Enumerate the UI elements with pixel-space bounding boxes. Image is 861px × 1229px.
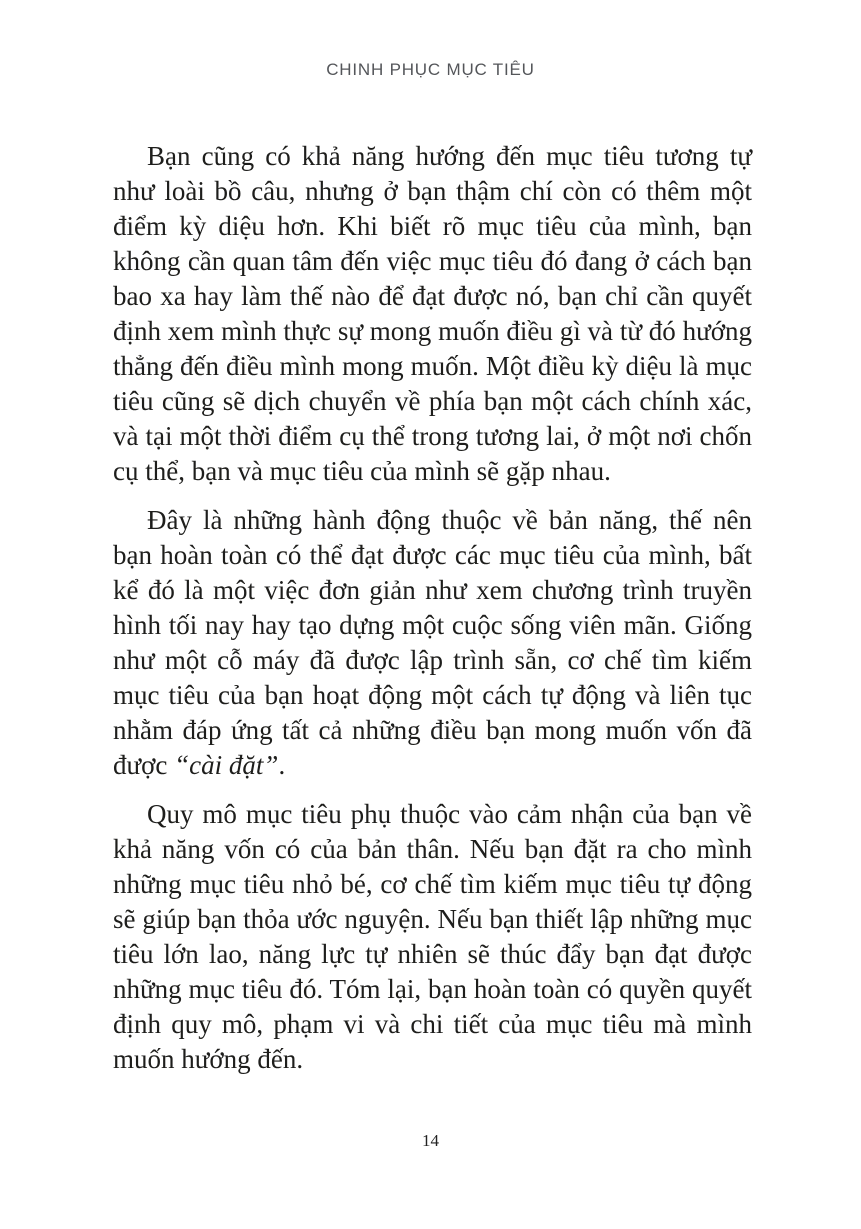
paragraph — [113, 139, 752, 489]
page-number: 14 — [422, 1131, 439, 1150]
text-segment: Bạn cũng có khả năng hướng đến mục tiêu tương tự như loài bồ câu, nhưng ở bạn thậm chí còn có thêm một điểm kỳ diệu hơn. Khi biết rõ mục tiêu của mình, bạn không cần quan tâm đến việc mục tiêu đó đang ở cách bạn bao xa hay làm thế nào để đạt được nó, bạn chỉ cần quyết định xem mình thực sự mong muốn điều gì và từ đó hướng thẳng đến điều mình mong muốn. Một điều kỳ diệu là mục tiêu cũng sẽ dịch chuyển về phía bạn một cách chính xác, và tại một thời điểm cụ thể trong tương lai, ở một nơi chốn cụ thể, bạn và mục tiêu của mình sẽ gặp nhau. — [113, 141, 752, 486]
paragraph — [113, 797, 752, 1077]
paragraph — [113, 503, 752, 783]
text-segment: Đây là những hành động thuộc về bản năng, thế nên bạn hoàn toàn có thể đạt được các mục tiêu của mình, bất kể đó là một việc đơn giản như xem chương trình truyền hình tối nay hay tạo dựng một cuộc sống viên mãn. Giống như một cỗ máy đã được lập trình sẵn, cơ chế tìm kiếm mục tiêu của bạn hoạt động một cách tự động và liên tục nhằm đáp ứng tất cả những điều bạn mong muốn vốn đã được — [113, 505, 752, 780]
italic-text-segment: “cài đặt” — [174, 750, 279, 780]
text-segment: Quy mô mục tiêu phụ thuộc vào cảm nhận của bạn về khả năng vốn có của bản thân. Nếu bạn đặt ra cho mình những mục tiêu nhỏ bé, cơ chế tìm kiếm mục tiêu tự động sẽ giúp bạn thỏa ước nguyện. Nếu bạn thiết lập những mục tiêu lớn lao, năng lực tự nhiên sẽ thúc đẩy bạn đạt được những mục tiêu đó. Tóm lại, bạn hoàn toàn có quyền quyết định quy mô, phạm vi và chi tiết của mục tiêu mà mình muốn hướng đến. — [113, 799, 752, 1074]
running-header — [0, 60, 861, 80]
text-block — [113, 139, 752, 1091]
running-header-title: CHINH PHỤC MỤC TIÊU — [326, 60, 535, 79]
text-segment: . — [278, 750, 286, 780]
